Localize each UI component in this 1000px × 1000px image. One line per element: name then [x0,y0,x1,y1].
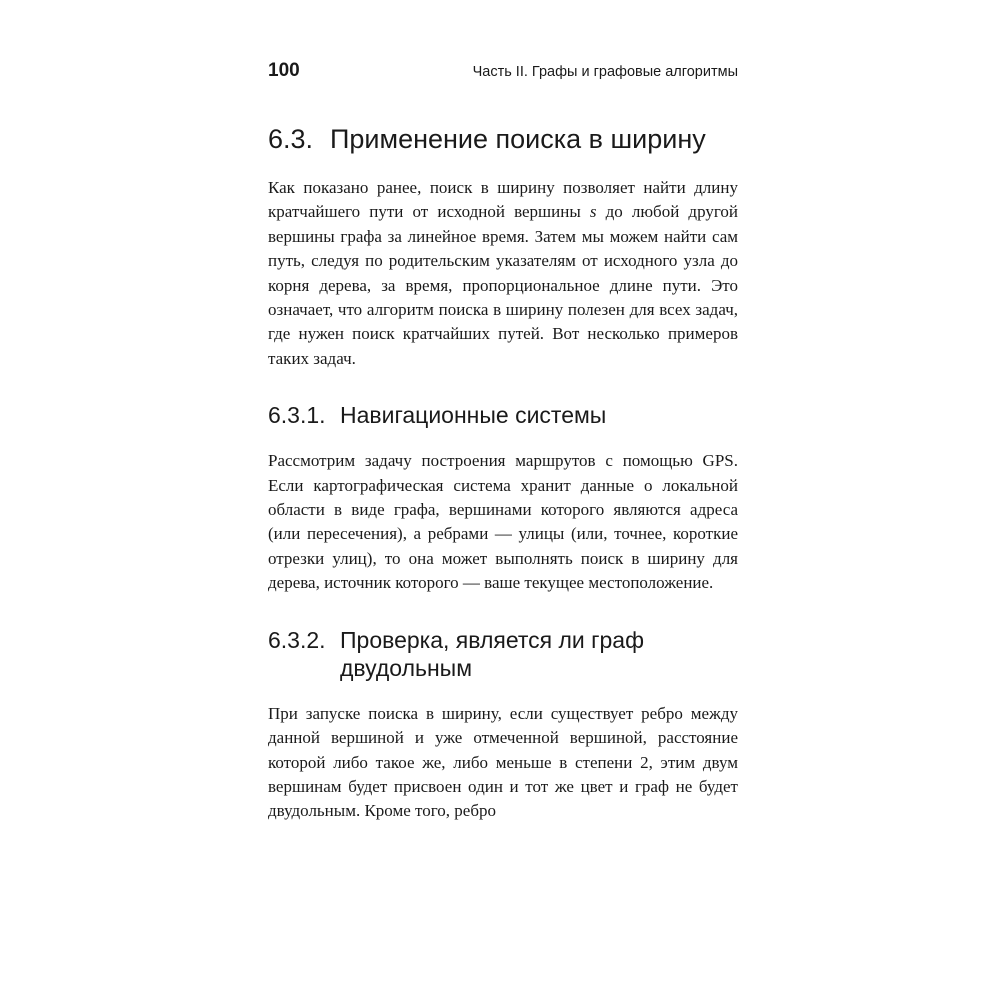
running-head [268,60,738,90]
variable-s: s [589,202,597,222]
bipartite-paragraph: При запуске поиска в ширину, если существует ребро между данной вершиной и уже отмеченной вершиной, расстояние которой либо такое же, либо меньше в степени 2, этим двум вершинам будет присвоен один и тот же цвет и граф не будет двудольным. Кроме того, ребро [268,703,738,821]
section-number: 6.3. [268,124,314,154]
page-number: 100 [268,60,300,81]
intro-text-part2: до любой другой вершины графа за линейное время. Затем мы можем найти сам путь, следуя по родительским указателям от исходного узла до корня дерева, за время, пропорциональное длине пути. Это означает, что алгоритм поиска в ширину полезен для всех задач, где нужен поиск кратчайших путей. Вот несколько примеров таких задач. [268,202,738,368]
book-page [268,60,738,824]
section-title: Применение поиска в ширину [330,124,706,154]
subsection-heading-navigation [268,401,738,429]
subsection-number: 6.3.1. [268,402,326,429]
intro-paragraph [268,176,738,371]
section-heading [268,122,738,156]
subsection-number: 6.3.2. [268,626,326,653]
navigation-paragraph: Рассмотрим задачу построения маршрутов с помощью GPS. Если картографическая система хранит данные о локальной области в виде графа, вершинами которого являются адреса (или пересечения), а ребрами — улицы (или, точнее, короткие отрезки улиц), то она может выполнять поиск в ширину для дерева, источник которого — ваше текущее местоположение. [268,451,738,593]
subsection-heading-bipartite [268,626,738,682]
intro-text-part1: Как показано ранее, поиск в ширину позволяет найти длину кратчайшего пути от исходной вершины [268,178,738,222]
subsection-title: Проверка, является ли граф двудольным [340,626,645,681]
running-title: Часть II. Графы и графовые алгоритмы [472,64,738,80]
subsection-title: Навигационные системы [340,402,607,429]
